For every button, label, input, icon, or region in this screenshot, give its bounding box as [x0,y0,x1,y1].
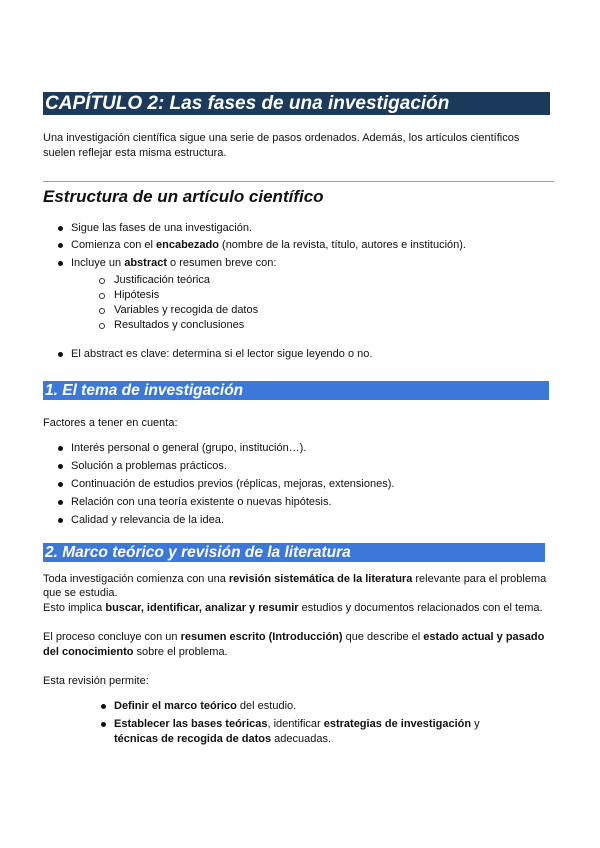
sec2-p3-line1: El proceso concluye con un resumen escrito (Introducción) que describe el estado actual y pasado [43,631,545,643]
bullet-icon [58,500,63,505]
sub-bullet-icon [99,308,105,314]
bullet-icon [58,261,63,266]
sec2-p1-line1: Toda investigación comienza con una revisión sistemática de la literatura relevante para el problema [43,573,547,585]
sec2-p2: Esto implica buscar, identificar, analizar y resumir estudios y documentos relacionados con el tema. [43,602,543,614]
list-item: Sigue las fases de una investigación. [71,222,253,234]
sub-list-item: Variables y recogida de datos [114,304,259,316]
sec2-p3-line2: del conocimiento sobre el problema. [43,646,228,658]
list-item: Relación con una teoría existente o nuevas hipótesis. [71,496,332,508]
sec2-p1-line2: que se estudia. [43,587,118,599]
sub-list-item: Hipótesis [114,289,160,301]
intro-line-2: suelen reflejar esta misma estructura. [43,147,227,159]
horizontal-rule [43,181,554,182]
bullet-icon [58,446,63,451]
bullet-icon [58,352,63,357]
bullet-icon [101,704,106,709]
list-item: Solución a problemas prácticos. [71,460,227,472]
list-item: Incluye un abstract o resumen breve con: [71,257,277,269]
bullet-icon [58,518,63,523]
list-item: Interés personal o general (grupo, institución…). [71,442,307,454]
heading-estructura: Estructura de un artículo científico [43,187,324,206]
heading-section-2: 2. Marco teórico y revisión de la literatura [45,544,351,561]
heading-section-1: 1. El tema de investigación [45,382,244,399]
sub-bullet-icon [99,278,105,284]
bullet-icon [58,464,63,469]
page-title: CAPÍTULO 2: Las fases de una investigación [45,93,450,114]
sec2-p4: Esta revisión permite: [43,675,149,687]
list-item: El abstract es clave: determina si el lector sigue leyendo o no. [71,348,373,360]
list-item-continuation: técnicas de recogida de datos adecuadas. [114,733,332,745]
sub-bullet-icon [99,323,105,329]
list-item: Comienza con el encabezado (nombre de la revista, título, autores e institución). [71,239,466,251]
bullet-icon [58,243,63,248]
list-item: Calidad y relevancia de la idea. [71,514,224,526]
bullet-icon [58,482,63,487]
bullet-icon [58,226,63,231]
sub-list-item: Resultados y conclusiones [114,319,245,331]
sub-list-item: Justificación teórica [114,274,210,286]
sub-bullet-icon [99,293,105,299]
sec1-lead: Factores a tener en cuenta: [43,417,178,429]
list-item: Continuación de estudios previos (réplicas, mejoras, extensiones). [71,478,395,490]
intro-line-1: Una investigación científica sigue una serie de pasos ordenados. Además, los artículos científicos [43,132,520,144]
list-item: Establecer las bases teóricas, identificar estrategias de investigación y [114,718,480,730]
list-item: Definir el marco teórico del estudio. [114,700,297,712]
bullet-icon [101,722,106,727]
